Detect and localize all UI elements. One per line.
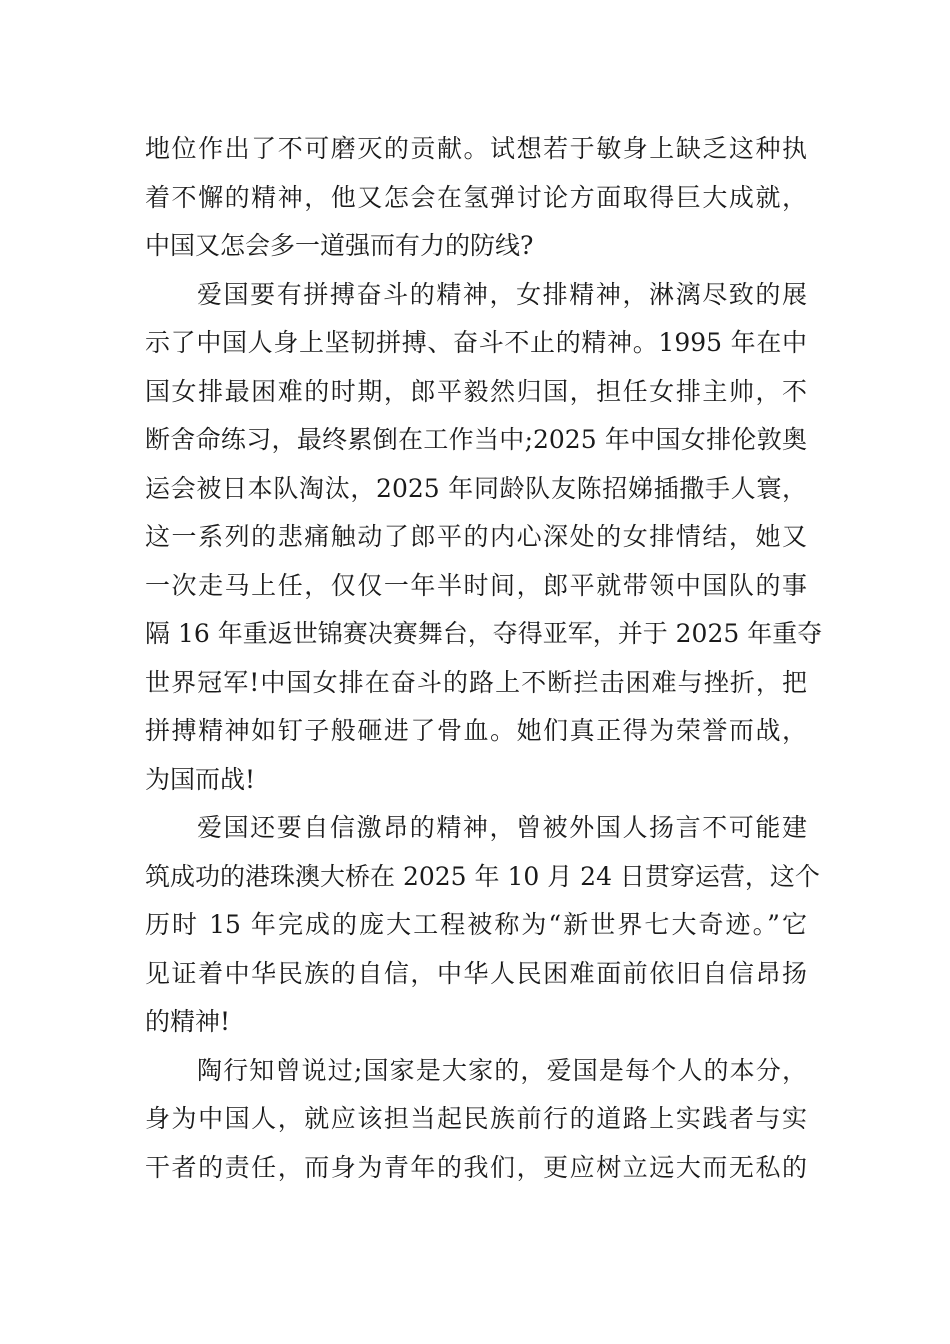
text-line: 见证着中华民族的自信，中华人民困难面前依旧自信昂扬 — [145, 958, 807, 988]
text-line: 示了中国人身上坚韧拼搏、奋斗不止的精神。1995 年在中 — [145, 328, 807, 357]
text-line: 历时 15 年完成的庞大工程被称为“新世界七大奇迹。”它 — [145, 910, 807, 939]
text-line: 世界冠军!中国女排在奋斗的路上不断拦击困难与挫折，把 — [145, 667, 807, 697]
text-line: 的精神! — [145, 1007, 231, 1036]
text-line: 拼搏精神如钉子般砸进了骨血。她们真正得为荣誉而战， — [145, 716, 807, 745]
text-line: 国女排最困难的时期，郎平毅然归国，担任女排主帅，不 — [145, 376, 807, 406]
text-line: 为国而战! — [145, 764, 256, 794]
text-line: 陶行知曾说过;国家是大家的，爱国是每个人的本分， — [197, 1055, 807, 1085]
text-line: 着不懈的精神，他又怎会在氢弹讨论方面取得巨大成就， — [145, 182, 807, 212]
text-line: 运会被日本队淘汰，2025 年同龄队友陈招娣插撒手人寰， — [145, 473, 807, 503]
text-line: 爱国还要自信激昂的精神，曾被外国人扬言不可能建 — [197, 813, 807, 842]
text-line: 断舍命练习，最终累倒在工作当中;2025 年中国女排伦敦奥 — [145, 425, 807, 454]
text-line: 一次走马上任，仅仅一年半时间，郎平就带领中国队的事 — [145, 570, 807, 600]
text-line: 中国又怎会多一道强而有力的防线? — [145, 231, 534, 260]
text-line: 筑成功的港珠澳大桥在 2025 年 10 月 24 日贯穿运营，这个 — [145, 861, 820, 891]
text-line: 身为中国人，就应该担当起民族前行的道路上实践者与实 — [145, 1104, 807, 1133]
text-line: 这一系列的悲痛触动了郎平的内心深处的女排情结，她又 — [145, 522, 807, 551]
text-line: 爱国要有拼搏奋斗的精神，女排精神，淋漓尽致的展 — [197, 279, 807, 309]
text-line: 地位作出了不可磨灭的贡献。试想若于敏身上缺乏这种执 — [145, 134, 807, 163]
text-line: 干者的责任，而身为青年的我们，更应树立远大而无私的 — [145, 1152, 807, 1182]
text-line: 隔 16 年重返世锦赛决赛舞台，夺得亚军，并于 2025 年重夺 — [145, 619, 823, 648]
document-body — [145, 125, 823, 1192]
